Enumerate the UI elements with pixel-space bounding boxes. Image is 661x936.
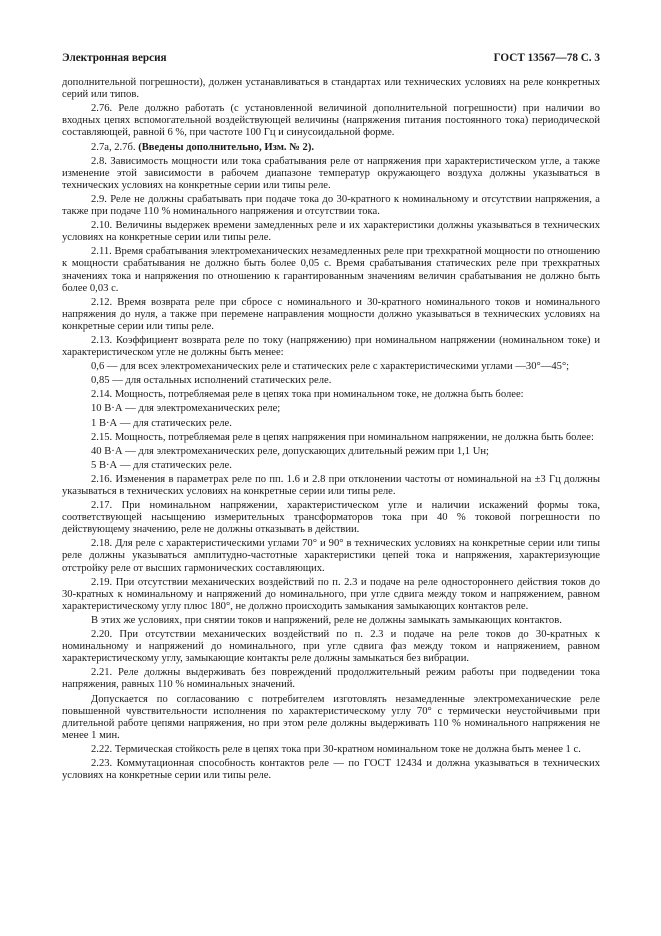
paragraph	[62, 446, 600, 458]
paragraph-bold-note: (Введены дополнительно, Изм. № 2).	[138, 141, 314, 153]
paragraph-text: 2.10. Величины выдержек времени замедленных реле и их характеристики должны указываться в технических условиях на конкретные серии или типы реле.	[62, 220, 600, 244]
paragraph-text: 2.17. При номинальном напряжении, характеристическом угле и наличии искажений формы тока, соответствующей насыщению измерительных трансформаторов тока при 40 % токовой погрешности по действующему значению, реле не должны отказывать в действии.	[62, 500, 600, 536]
paragraph-text: 2.19. При отсутствии механических воздействий по п. 2.3 и подаче на реле одностороннего действия токов до 30-кратных к номинальному и напряжений до номинального, при угле сдвига между током и напряжением, равном характеристическому углу плюс 180°, не должно происходить замыкания замыкающих контактов реле.	[62, 576, 600, 612]
paragraph	[62, 220, 600, 244]
paragraph-text: 5 В·А — для статических реле.	[91, 459, 232, 471]
paragraph	[62, 460, 600, 472]
paragraph-text: 2.20. При отсутствии механических воздействий по п. 2.3 и подаче на реле токов до 30-кратных к номинальному и напряжений до номинального, при угле сдвига фаз между током и напряжением, равном характеристическому углу, замыкающие контакты реле должны замыкаться без вибрации.	[62, 629, 600, 665]
paragraph-text: 10 В·А — для электромеханических реле;	[91, 403, 281, 415]
paragraph-text: 0,6 — для всех электромеханических реле и статических реле с характеристическими углами —30°—45°;	[91, 361, 570, 373]
paragraph-text: 40 В·А — для электромеханических реле, допускающих длительный режим при 1,1 Uн;	[91, 445, 489, 457]
paragraph	[62, 474, 600, 498]
paragraph	[62, 418, 600, 430]
paragraph	[62, 694, 600, 742]
paragraph	[62, 335, 600, 359]
paragraph	[62, 142, 600, 154]
paragraph-text: Допускается по согласованию с потребителем изготовлять незамедленные электромеханические реле повышенной чувствительности исполнения по характеристическому углу 70° с термически неустойчивыми при длительной работе цепями напряжения, но при этом реле должны выдерживать 110 % номинального напряжения не менее 1 мин.	[62, 693, 600, 741]
page-header	[62, 52, 600, 64]
paragraph	[62, 103, 600, 139]
paragraph	[62, 615, 600, 627]
paragraph	[62, 744, 600, 756]
paragraph	[62, 361, 600, 373]
paragraph	[62, 432, 600, 444]
paragraph-text: 2.22. Термическая стойкость реле в цепях тока при 30-кратном номинальном токе не должна быть менее 1 с.	[91, 743, 581, 755]
paragraph-text: 2.16. Изменения в параметрах реле по пп. 1.6 и 2.8 при отклонении частоты от номинальной на ±3 Гц должны указываться в технических условиях на конкретные серии или типы реле.	[62, 473, 600, 497]
paragraph-text: 2.23. Коммутационная способность контактов реле — по ГОСТ 12434 и должна указываться в технических условиях на конкретные серии или типы реле.	[62, 757, 600, 782]
paragraph	[62, 77, 600, 101]
paragraph-text: 2.21. Реле должны выдерживать без повреждений продолжительный режим работы при подведении тока напряжения, равных 110 % номинальных значений.	[62, 667, 600, 691]
paragraph	[62, 389, 600, 401]
paragraph-text: 2.8. Зависимость мощности или тока срабатывания реле от напряжения при характеристическом угле, а также изменение этой зависимости в рабочем диапазоне температур окружающего воздуха должны указываться в технических условиях на конкретные серии или типы реле.	[62, 155, 600, 191]
paragraph-text: 2.7а, 2.7б.	[91, 141, 136, 153]
paragraph-text: 2.12. Время возврата реле при сбросе с номинального и 30-кратного номинального токов и номинального напряжения до нуля, а также при перемене направления мощности должно указываться в технических условиях на конкретные серии или типы реле.	[62, 296, 600, 332]
header-right: ГОСТ 13567—78 С. 3	[493, 52, 600, 64]
paragraph-text: 2.15. Мощность, потребляемая реле в цепях напряжения при номинальном напряжении, не должна быть более:	[91, 431, 594, 443]
paragraph	[62, 194, 600, 218]
header-left: Электронная версия	[62, 52, 167, 64]
paragraph-text: В этих же условиях, при снятии токов и напряжений, реле не должны замыкать замыкающих контактов.	[91, 614, 562, 626]
document-page	[62, 52, 600, 782]
paragraph-text: 2.11. Время срабатывания электромеханических незамедленных реле при трехкратной мощности по отношению к мощности срабатывания не должно быть более 0,05 с. Время срабатывания статических реле при трехкратных значениях тока и напряжения по отношению к гарантированным значениям величин срабатывания не должно быть более 0,03 с.	[62, 246, 600, 294]
paragraph	[62, 667, 600, 691]
paragraph	[62, 577, 600, 613]
paragraph	[62, 375, 600, 387]
paragraph	[62, 297, 600, 333]
paragraph-text: 2.13. Коэффициент возврата реле по току (напряжению) при номинальном напряжении (номинальном токе) и характеристическом угле не должны быть менее:	[62, 334, 600, 359]
paragraph-text: 2.18. Для реле с характеристическими углами 70° и 90° в технических условиях на конкретные серии или типы реле должны указываться амплитудно-частотные характеристики цепей тока и напряжения, характеризующие отстройку реле от высших гармонических составляющих.	[62, 538, 600, 574]
paragraph-text: дополнительной погрешности), должен устанавливаться в стандартах или технических условиях на реле конкретных серий или типов.	[62, 77, 600, 101]
paragraph	[62, 156, 600, 192]
paragraph-text: 2.76. Реле должно работать (с установленной величиной дополнительной погрешности) при наличии во входных цепях вспомогательной воздействующей величины (напряжения питания постоянного тока) периодической составляющей, равной 6 %, при частоте 100 Гц и синусоидальной форме.	[62, 103, 600, 139]
paragraph-text: 2.9. Реле не должны срабатывать при подаче тока до 30-кратного к номинальному и отсутствии напряжения, а также при подаче 110 % номинального напряжения и отсутствии тока.	[62, 193, 600, 218]
paragraph	[62, 246, 600, 294]
paragraph-text: 2.14. Мощность, потребляемая реле в цепях тока при номинальном токе, не должна быть более:	[91, 389, 524, 401]
document-body	[62, 77, 600, 782]
paragraph	[62, 500, 600, 536]
paragraph	[62, 538, 600, 574]
paragraph	[62, 629, 600, 665]
paragraph-text: 1 В·А — для статических реле.	[91, 417, 232, 429]
paragraph	[62, 403, 600, 415]
paragraph	[62, 758, 600, 782]
paragraph-text: 0,85 — для остальных исполнений статических реле.	[91, 375, 332, 387]
